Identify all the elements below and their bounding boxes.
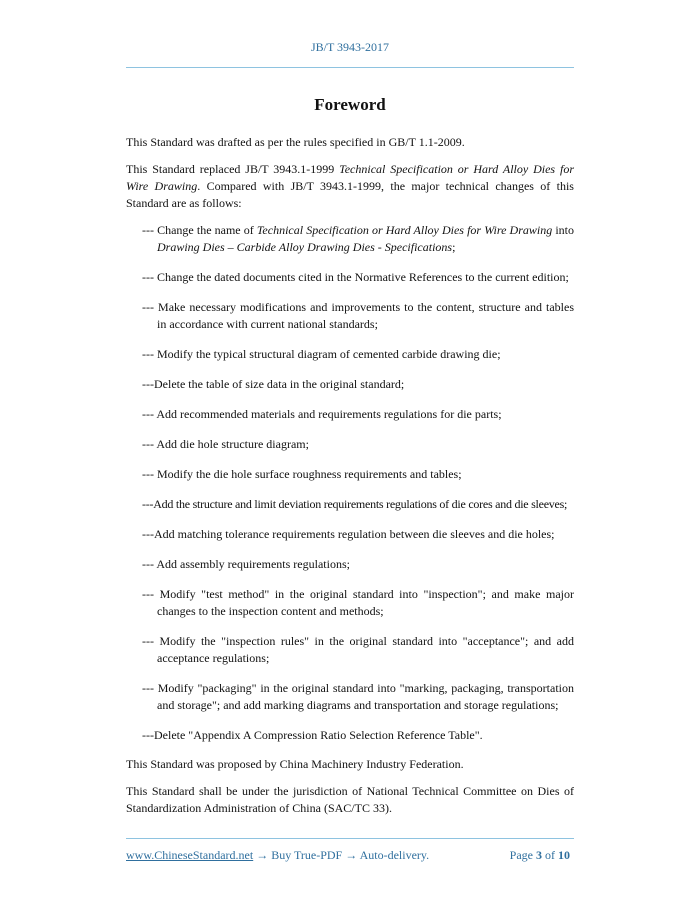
list-item: --- Add recommended materials and requirements regulations for die parts; xyxy=(142,407,502,421)
replacement-prefix: This Standard replaced JB/T 3943.1-1999 xyxy=(126,162,340,176)
page-of: of xyxy=(542,848,558,862)
paragraph-replacement xyxy=(126,161,574,212)
replaced-standard-title: Technical Specification or Hard Alloy Dies for Wire Drawing xyxy=(126,162,574,193)
change-text: --- Change the name of xyxy=(142,223,257,237)
list-item: --- Modify "packaging" in the original standard into "marking, packaging, transportation and storage"; and add marking diagrams and transportation and storage regulations; xyxy=(142,681,574,712)
replacement-suffix: . Compared with JB/T 3943.1-1999, the major technical changes of this Standard are as follows: xyxy=(126,179,574,210)
list-item: --- Make necessary modifications and improvements to the content, structure and tables in accordance with current national standards; xyxy=(142,300,574,331)
change-text: ; xyxy=(452,240,456,254)
list-item: --- Modify "test method" in the original standard into "inspection"; and make major changes to the inspection content and methods; xyxy=(142,587,574,618)
running-header xyxy=(126,40,574,55)
page-indicator xyxy=(510,848,570,863)
document-number: JB/T 3943-2017 xyxy=(310,40,390,54)
change-text: into xyxy=(552,223,574,237)
page-current: 3 xyxy=(536,848,542,862)
page-label: Page xyxy=(509,848,536,862)
buy-pdf-text: Buy True-PDF xyxy=(271,848,343,862)
changes-list xyxy=(126,222,574,744)
list-item: ---Delete the table of size data in the original standard; xyxy=(142,377,405,391)
list-item: ---Add matching tolerance requirements regulation between die sleeves and die holes; xyxy=(142,527,555,541)
list-item: --- Change the dated documents cited in the Normative References to the current edition; xyxy=(142,270,569,284)
website-link[interactable]: www.ChineseStandard.net xyxy=(126,848,254,862)
list-item: --- Add die hole structure diagram; xyxy=(142,437,309,451)
list-item: --- Modify the die hole surface roughness requirements and tables; xyxy=(142,467,462,481)
arrow-right-icon: → xyxy=(253,848,272,862)
list-item: ---Delete "Appendix A Compression Ratio Selection Reference Table". xyxy=(142,728,483,742)
paragraph-proposed-by: This Standard was proposed by China Machinery Industry Federation. xyxy=(126,757,464,771)
list-item: --- Modify the "inspection rules" in the original standard into "acceptance"; and add acceptance regulations; xyxy=(142,634,574,665)
new-title: Drawing Dies – Carbide Alloy Drawing Dies - Specifications xyxy=(157,240,453,254)
header-divider xyxy=(126,67,574,68)
page-total: 10 xyxy=(558,848,570,862)
paragraph-jurisdiction: This Standard shall be under the jurisdiction of National Technical Committee on Dies of Standardization Administration of China (SAC/TC 33). xyxy=(126,784,574,815)
list-item: ---Add the structure and limit deviation requirements regulations of die cores and die sleeves; xyxy=(142,497,568,511)
list-item: --- Add assembly requirements regulations; xyxy=(142,557,350,571)
list-item xyxy=(126,222,574,256)
page-title: Foreword xyxy=(314,95,386,114)
document-body xyxy=(126,134,574,827)
paragraph-drafting-rules: This Standard was drafted as per the rules specified in GB/T 1.1-2009. xyxy=(126,135,465,149)
page-footer xyxy=(126,848,574,863)
arrow-right-icon: → xyxy=(342,848,360,862)
list-item: --- Modify the typical structural diagram of cemented carbide drawing die; xyxy=(142,347,501,361)
auto-delivery-text: Auto-delivery. xyxy=(359,848,430,862)
footer-divider xyxy=(126,838,574,839)
old-title: Technical Specification or Hard Alloy Dies for Wire Drawing xyxy=(256,223,553,237)
